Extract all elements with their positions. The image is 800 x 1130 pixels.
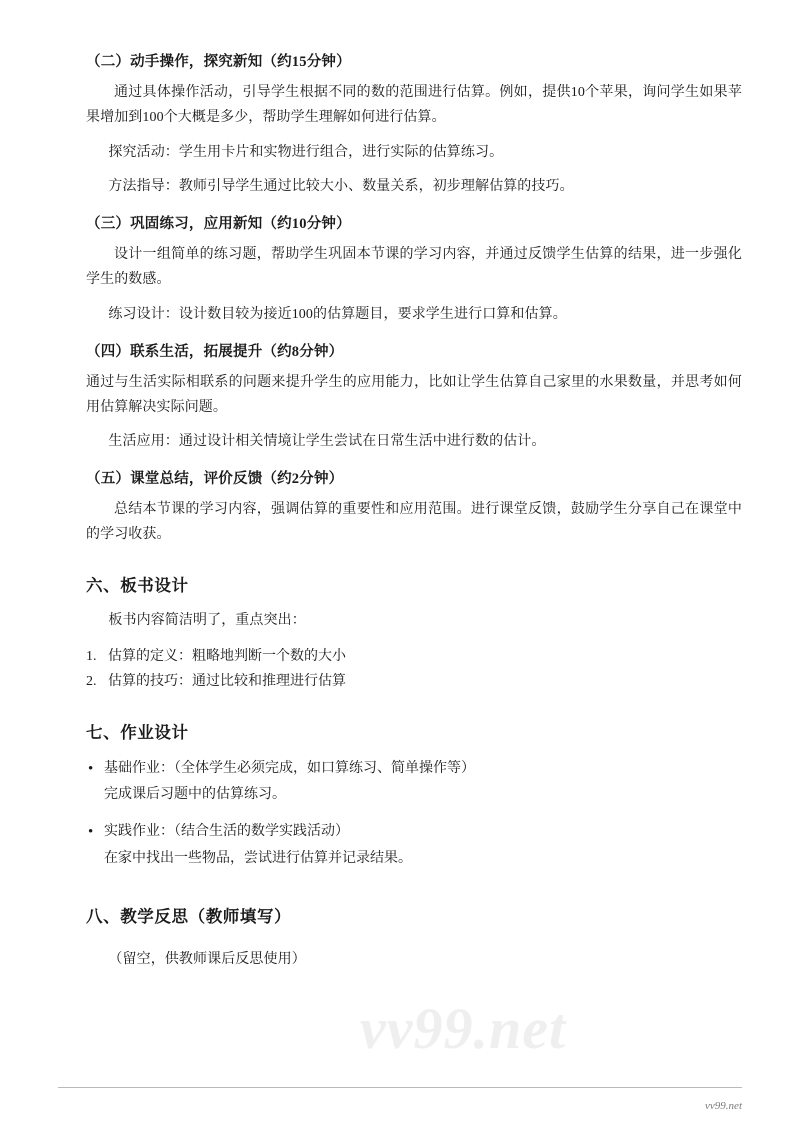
- section-2-paragraph-3: 方法指导：教师引导学生通过比较大小、数量关系，初步理解估算的技巧。: [108, 179, 574, 195]
- section-heading-4: （四）联系生活，拓展提升（约8分钟）: [86, 343, 344, 360]
- list-item: [86, 669, 742, 695]
- section-5-paragraph-1: 总结本节课的学习内容，强调估算的重要性和应用范围。进行课堂反馈，鼓励学生分享自己在课堂中的学习收获。: [86, 502, 742, 542]
- list-item-detail: 在家中找出一些物品，尝试进行估算并记录结果。: [104, 850, 412, 866]
- document-content: [58, 52, 742, 972]
- section-3-paragraph-1: 设计一组简单的练习题，帮助学生巩固本节课的学习内容，并通过反馈学生估算的结果，进一步强化学生的数感。: [86, 247, 742, 288]
- footer-text: vv99.net: [705, 1100, 742, 1112]
- section-6-paragraph-1: 板书内容简洁明了，重点突出：: [108, 612, 306, 628]
- list-item: [104, 756, 742, 807]
- section-3-paragraph-2: 练习设计：设计数目较为接近100的估算题目，要求学生进行口算和估算。: [108, 306, 567, 322]
- list-item-detail: 完成课后习题中的估算练习。: [104, 787, 286, 803]
- list-item-label: 估算的技巧：通过比较和推理进行估算: [108, 674, 346, 690]
- list-item-number: 1.: [86, 648, 97, 664]
- list-item-label: 基础作业：（全体学生必须完成，如口算练习、简单操作等）: [104, 761, 475, 777]
- list-item: [86, 644, 742, 670]
- list-item-label: 实践作业：（结合生活的数学实践活动）: [104, 824, 349, 840]
- list-item-label: 估算的定义：粗略地判断一个数的大小: [108, 648, 346, 664]
- section-heading-2: （二）动手操作，探究新知（约15分钟）: [86, 54, 351, 70]
- section-8-paragraph-1: （留空，供教师课后反思使用）: [108, 951, 306, 967]
- section-2-paragraph-1: 通过具体操作活动，引导学生根据不同的数的范围进行估算。例如，提供10个苹果，询问学生如果苹果增加到100个大概是多少，帮助学生理解如何进行估算。: [86, 84, 742, 125]
- section-7-list: [58, 756, 742, 871]
- section-2-paragraph-2: 探究活动：学生用卡片和实物进行组合，进行实际的估算练习。: [108, 144, 504, 160]
- section-4-paragraph-1: 通过与生活实际相联系的问题来提升学生的应用能力，比如让学生估算自己家里的水果数量，并思考如何用估算解决实际问题。: [86, 374, 742, 415]
- section-6-list: [58, 644, 742, 696]
- section-heading-5: （五）课堂总结，评价反馈（约2分钟）: [86, 471, 344, 488]
- watermark-text: vv99.net: [360, 996, 567, 1061]
- section-4-paragraph-2: 生活应用：通过设计相关情境让学生尝试在日常生活中进行数的估计。: [108, 434, 546, 450]
- list-item: [104, 819, 742, 870]
- footer-divider: [58, 1087, 742, 1088]
- section-heading-3: （三）巩固练习，应用新知（约10分钟）: [86, 216, 351, 233]
- section-heading-7: 七、作业设计: [86, 723, 189, 743]
- list-item-number: 2.: [86, 674, 97, 690]
- section-heading-8: 八、教学反思（教师填写）: [86, 906, 292, 926]
- section-heading-6: 六、板书设计: [86, 575, 189, 595]
